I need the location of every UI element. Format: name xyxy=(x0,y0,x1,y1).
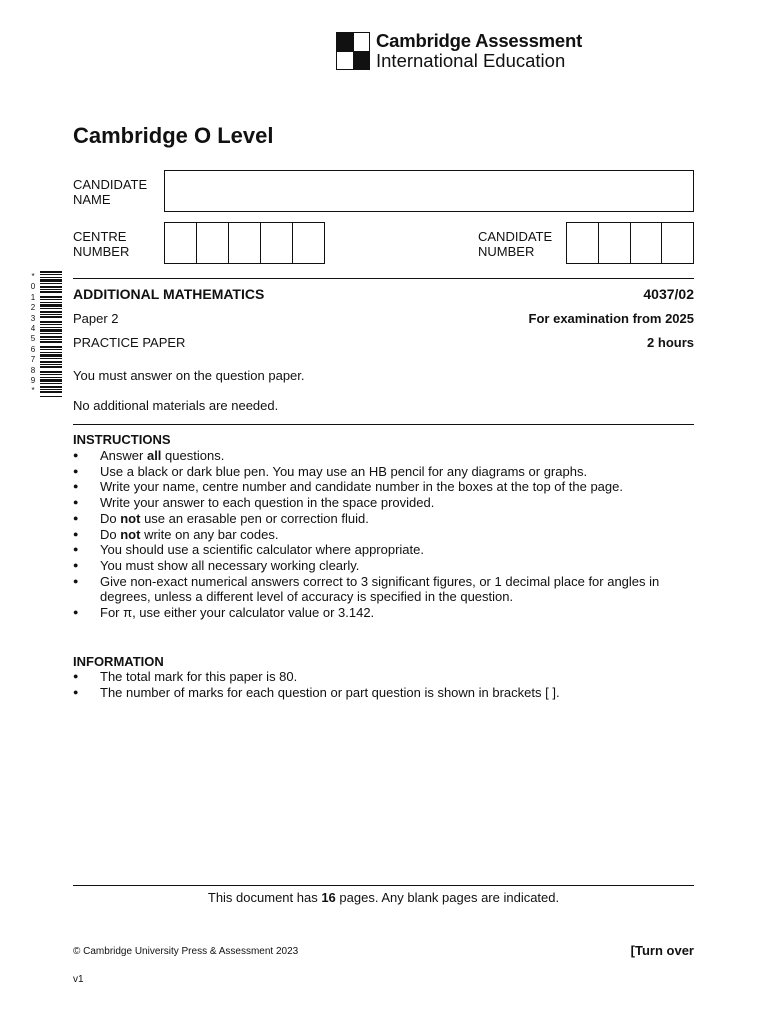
list-item xyxy=(73,669,673,685)
barcode-bar xyxy=(40,336,62,338)
list-item-text: Give non-exact numerical answers correct to 3 significant figures, or 1 decimal place for angles in degrees, unless a different level of accuracy is specified in the question. xyxy=(100,573,660,605)
barcode-bar xyxy=(40,341,62,343)
instructions-heading: INSTRUCTIONS xyxy=(73,432,171,447)
barcode-bar xyxy=(40,321,62,323)
barcode-bar xyxy=(40,283,62,284)
barcode-bar xyxy=(40,271,62,273)
list-item xyxy=(73,527,673,543)
barcode-bar xyxy=(40,383,62,384)
cambridge-logo xyxy=(336,30,586,72)
syllabus-code: 4037/02 xyxy=(643,286,694,302)
barcode-bar xyxy=(40,352,62,353)
barcode-digit: 9 xyxy=(30,376,36,386)
barcode-bar xyxy=(40,364,62,365)
barcode-bar xyxy=(40,316,62,318)
barcode-bar xyxy=(40,286,62,288)
barcode-bar xyxy=(40,391,62,393)
list-item-text-end: write on any bar codes. xyxy=(140,526,279,542)
paper-type: PRACTICE PAPER xyxy=(73,335,186,350)
materials-note: No additional materials are needed. xyxy=(73,398,279,413)
barcode-bar xyxy=(40,366,62,368)
barcode-bar xyxy=(40,339,62,340)
logo-text-line2: International Education xyxy=(376,50,566,71)
barcode-bar xyxy=(40,389,62,390)
list-item-text: Write your answer to each question in the space provided. xyxy=(100,495,435,511)
barcode-digit: 3 xyxy=(30,313,36,323)
centre-number-cell[interactable] xyxy=(229,223,261,263)
page-count-note xyxy=(73,890,694,905)
barcode-bar xyxy=(40,386,62,388)
barcode-digit: 1 xyxy=(30,292,36,302)
centre-number-label xyxy=(73,229,129,259)
list-item-text: Answer xyxy=(100,448,147,463)
barcode-digit: 8 xyxy=(30,365,36,375)
page-count-text-end: pages. Any blank pages are indicated. xyxy=(335,890,560,905)
qualification-title: Cambridge O Level xyxy=(73,123,274,148)
paper-number: Paper 2 xyxy=(73,311,119,326)
centre-number-label-line2: NUMBER xyxy=(73,244,130,259)
divider xyxy=(73,885,694,886)
barcode-bar xyxy=(40,308,62,309)
barcode-digit: 2 xyxy=(30,303,36,313)
barcode-bar xyxy=(40,333,62,334)
instructions-list xyxy=(73,448,673,621)
copyright: © Cambridge University Press & Assessment 2023 xyxy=(73,946,299,957)
list-item-emphasis: not xyxy=(120,510,141,526)
information-list xyxy=(73,669,673,700)
barcode-bar xyxy=(40,361,62,363)
list-item-text-end: questions. xyxy=(161,448,225,463)
version-label: v1 xyxy=(73,974,84,985)
barcode-bar xyxy=(40,329,62,332)
barcode-bar xyxy=(40,377,62,378)
divider xyxy=(73,424,694,425)
barcode-bar xyxy=(40,299,62,300)
candidate-number-cell[interactable] xyxy=(567,223,599,263)
barcode-bar xyxy=(40,291,62,293)
barcode-digits xyxy=(28,272,38,397)
list-item xyxy=(73,448,673,464)
barcode-bar xyxy=(40,374,62,375)
list-item xyxy=(73,479,673,495)
exam-from: For examination from 2025 xyxy=(528,311,694,326)
list-item-text: For π, use either your calculator value or 3.142. xyxy=(100,605,375,621)
barcode-digit: 5 xyxy=(30,334,36,344)
barcode-digit: 7 xyxy=(30,355,36,365)
barcode-bar xyxy=(40,379,62,382)
barcode-bar xyxy=(40,346,62,348)
barcode-digit: 6 xyxy=(30,344,36,354)
list-item xyxy=(73,511,673,527)
barcode-digit: 0 xyxy=(30,282,36,292)
barcode-digit: * xyxy=(31,386,35,396)
candidate-name-field[interactable] xyxy=(164,170,694,212)
page-count-number: 16 xyxy=(321,890,336,905)
list-item xyxy=(73,558,673,574)
logo-text-line1: Cambridge Assessment xyxy=(376,30,583,51)
barcode-icon xyxy=(40,271,62,397)
candidate-number-cell[interactable] xyxy=(599,223,631,263)
list-item xyxy=(73,542,673,558)
barcode-bar xyxy=(40,289,62,290)
list-item-text-end: use an erasable pen or correction fluid. xyxy=(140,510,369,526)
barcode-bar xyxy=(40,354,62,357)
barcode-bar xyxy=(40,279,62,282)
list-item xyxy=(73,574,673,605)
centre-number-field[interactable] xyxy=(164,222,325,264)
candidate-number-label-line2: NUMBER xyxy=(478,244,535,259)
list-item xyxy=(73,495,673,511)
centre-number-cell[interactable] xyxy=(293,223,324,263)
barcode-bar xyxy=(40,396,62,397)
barcode-bar xyxy=(40,327,62,328)
barcode-bar xyxy=(40,314,62,315)
barcode-bar xyxy=(40,358,62,359)
list-item-text: You must show all necessary working clearly. xyxy=(100,557,360,573)
candidate-number-label-line1: CANDIDATE xyxy=(478,229,553,244)
list-item-text: The number of marks for each question or part question is shown in brackets [ ]. xyxy=(100,684,560,700)
list-item-text: You should use a scientific calculator where appropriate. xyxy=(100,542,424,558)
candidate-number-label xyxy=(478,229,552,259)
page-count-text: This document has xyxy=(207,890,322,905)
crest-icon xyxy=(336,32,370,70)
candidate-name-label xyxy=(73,177,147,207)
candidate-number-cell[interactable] xyxy=(662,223,693,263)
list-item-text: Use a black or dark blue pen. You may use an HB pencil for any diagrams or graphs. xyxy=(100,463,588,479)
barcode-digit: 4 xyxy=(30,324,36,334)
list-item-text: Do xyxy=(100,510,121,526)
list-item-emphasis: all xyxy=(146,448,162,463)
barcode-bar xyxy=(40,349,62,350)
list-item xyxy=(73,605,673,621)
barcode-bar xyxy=(40,274,62,275)
list-item-emphasis: not xyxy=(120,526,141,542)
candidate-name-label-line1: CANDIDATE xyxy=(73,177,148,192)
barcode-bar xyxy=(40,371,62,373)
barcode-bar xyxy=(40,277,62,278)
candidate-number-field[interactable] xyxy=(566,222,694,264)
divider xyxy=(73,278,694,279)
centre-number-cell[interactable] xyxy=(197,223,229,263)
candidate-number-cell[interactable] xyxy=(631,223,663,263)
centre-number-cell[interactable] xyxy=(261,223,293,263)
answer-note: You must answer on the question paper. xyxy=(73,368,305,383)
barcode-bar xyxy=(40,296,62,298)
information-heading: INFORMATION xyxy=(73,654,164,669)
barcode-digit: * xyxy=(31,272,35,281)
subject-title: ADDITIONAL MATHEMATICS xyxy=(73,286,265,302)
list-item-text: The total mark for this paper is 80. xyxy=(100,669,298,684)
duration: 2 hours xyxy=(647,335,694,350)
list-item xyxy=(73,685,673,701)
barcode-bar xyxy=(40,324,62,325)
candidate-name-label-line2: NAME xyxy=(73,192,111,207)
centre-number-label-line1: CENTRE xyxy=(73,229,127,244)
barcode-bar xyxy=(40,304,62,307)
centre-number-cell[interactable] xyxy=(165,223,197,263)
turn-over: [Turn over xyxy=(630,943,694,958)
barcode-bar xyxy=(40,311,62,313)
list-item-text: Write your name, centre number and candidate number in the boxes at the top of the page. xyxy=(100,479,623,495)
list-item-text: Do xyxy=(100,526,121,542)
list-item xyxy=(73,464,673,480)
barcode-bar xyxy=(40,302,62,303)
